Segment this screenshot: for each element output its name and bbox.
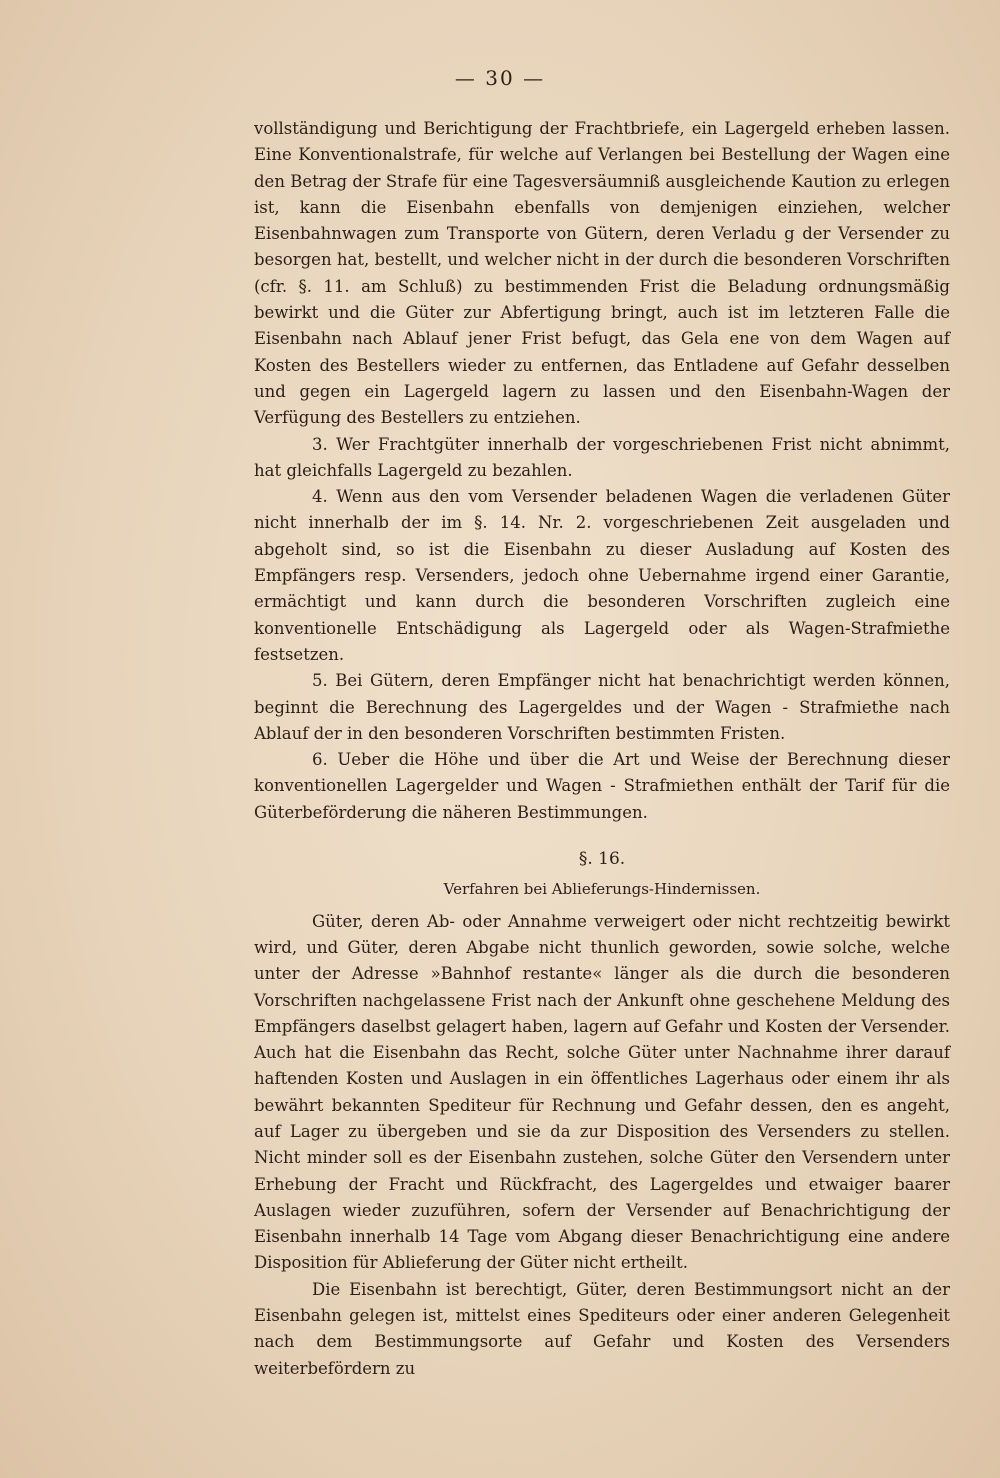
page-number: — 30 —: [454, 66, 546, 90]
section-heading: §. 16.: [578, 849, 626, 870]
section-paragraph-1: Güter, deren Ab- oder Annahme verweigert oder nicht rechtzeitig bewirkt wird, und Güter, deren Abgabe nicht thunlich geworden, sowie solche, welche unter der Adresse »Bahnhof restante« länger als die durch die besonderen Vorschriften nachgelassene Frist nach der Ankunft ohne geschehene Meldung des Empfängers daselbst gelagert haben, lagern auf Gefahr und Kosten der Versender. Auch hat die Eisenbahn das Recht, solche Güter unter Nachnahme ihrer darauf haftenden Kosten und Auslagen in ein öffentliches Lagerhaus oder einem ihr als bewährt bekannten Spediteur für Rechnung und Gefahr dessen, den es angeht, auf Lager zu übergeben und sie da zur Disposition des Versenders zu stellen. Nicht minder soll es der Eisenbahn zustehen, solche Güter den Versendern unter Erhebung der Fracht und Rückfracht, des Lagergeldes und etwaiger baarer Auslagen wieder zuzuführen, sofern der Versender auf Benachrichtigung der Eisenbahn innerhalb 14 Tage vom Abgang dieser Benachrichtigung eine andere Disposition für Ablieferung der Güter nicht ertheilt.: [254, 911, 950, 1273]
paragraph-3: 3. Wer Frachtgüter innerhalb der vorgeschriebenen Frist nicht abnimmt, hat gleichfalls Lagergeld zu bezahlen.: [254, 434, 950, 480]
paragraph-4: 4. Wenn aus den vom Versender beladenen Wagen die verladenen Güter nicht innerhalb der im §. 14. Nr. 2. vorgeschriebenen Zeit ausgeladen und abgeholt sind, so ist die Eisenbahn zu dieser Ausladung auf Kosten des Empfängers resp. Versenders, jedoch ohne Uebernahme irgend einer Garantie, ermächtigt und kann durch die besonderen Vorschriften zugleich eine konventionelle Entschädigung als Lagergeld oder als Wagen-Strafmiethe festsetzen.: [254, 487, 950, 664]
paragraph-6: 6. Ueber die Höhe und über die Art und Weise der Berechnung dieser konventionellen Lagergelder und Wagen - Strafmiethen enthält der Tarif für die Güterbeförderung die näheren Bestimmungen.: [254, 750, 950, 822]
section-paragraph-2: Die Eisenbahn ist berechtigt, Güter, deren Bestimmungsort nicht an der Eisenbahn gelegen ist, mittelst eines Spediteurs oder einer anderen Gelegenheit nach dem Bestimmungsorte auf Gefahr und Kosten des Versenders weiterbefördern zu: [254, 1279, 950, 1378]
paragraph-5: 5. Bei Gütern, deren Empfänger nicht hat benachrichtigt werden können, beginnt die Berechnung des Lagergeldes und der Wagen - Strafmiethe nach Ablauf der in den besonderen Vorschriften bestimmten Fristen.: [254, 671, 950, 743]
section-subtitle: Verfahren bei Ablieferungs-Hindernissen.: [443, 880, 761, 899]
paragraph-continuation: vollständigung und Berichtigung der Frachtbriefe, ein Lagergeld erheben lassen. Eine Konventionalstrafe, für welche auf Verlangen bei Bestellung der Wagen eine den Betrag der Strafe für eine Tagesversäumniß ausgleichende Kaution zu erlegen ist, kann die Eisenbahn ebenfalls von demjenigen einziehen, welcher Eisenbahnwagen zum Transporte von Gütern, deren Verladu g der Versender zu besorgen hat, bestellt, und welcher nicht in der durch die besonderen Vorschriften (cfr. §. 11. am Schluß) zu bestimmenden Frist die Beladung ordnungsmäßig bewirkt und die Güter zur Abfertigung bringt, auch ist im letzteren Falle die Eisenbahn nach Ablauf jener Frist befugt, das Gela ene von dem Wagen auf Kosten des Bestellers wieder zu entfernen, das Entladene auf Gefahr desselben und gegen ein Lagergeld lagern zu lassen und den Eisenbahn-Wagen der Verfügung des Bestellers zu entziehen.: [254, 119, 950, 428]
page-body: [254, 116, 950, 1382]
